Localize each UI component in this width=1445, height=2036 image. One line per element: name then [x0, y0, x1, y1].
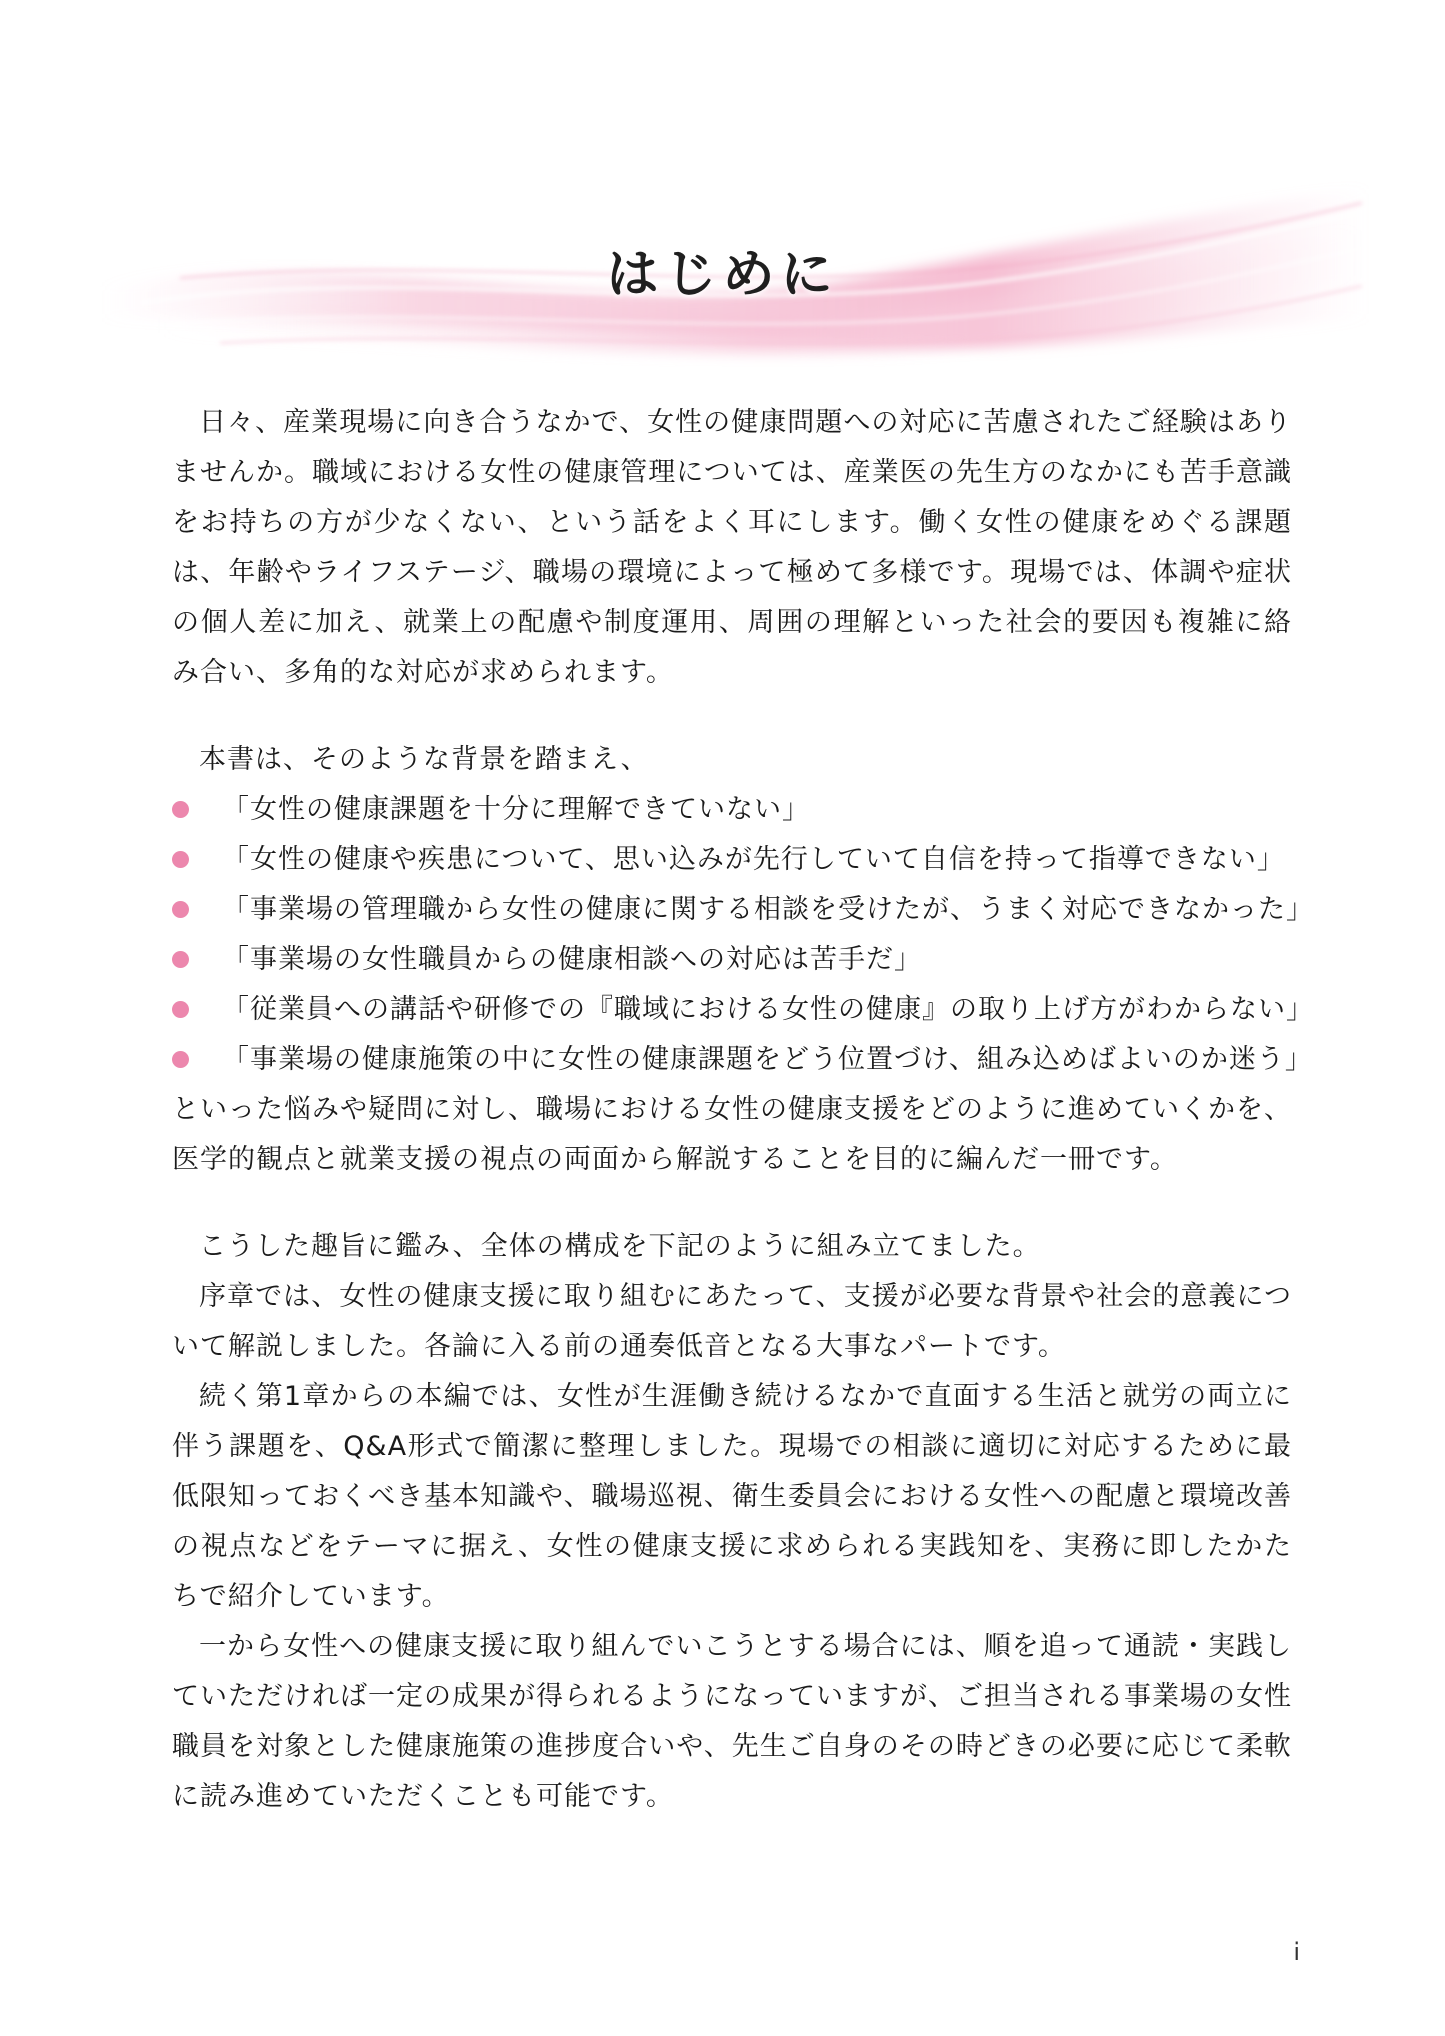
paragraph-purpose-outro: といった悩みや疑問に対し、職場における女性の健康支援をどのように進めていくかを、医学的観点と就業支援の視点の両面から解説することを目的に編んだ一冊です。	[172, 1094, 1292, 1175]
paragraph-main-chapters: 続く第1章からの本編では、女性が生涯働き続けるなかで直面する生活と就労の両立に伴う課題を、Q&A形式で簡潔に整理しました。現場での相談に適切に対応するために最低限知っておくべき基本知識や、職場巡視、衛生委員会における女性への配慮と環境改善の視点などをテーマに据え、女性の健康支援に求められる実践知を、実務に即したかたちで紹介しています。	[172, 1381, 1292, 1612]
list-item: 「事業場の健康施策の中に女性の健康課題をどう位置づけ、組み込めばよいのか迷う」	[172, 1035, 1292, 1085]
page-title: はじめに	[606, 245, 839, 305]
list-item: 「事業場の管理職から女性の健康に関する相談を受けたが、うまく対応できなかった」	[172, 885, 1292, 935]
bullet-icon	[172, 1051, 189, 1068]
list-item: 「従業員への講話や研修での『職域における女性の健康』の取り上げ方がわからない」	[172, 985, 1292, 1035]
list-item: 「事業場の女性職員からの健康相談への対応は苦手だ」	[172, 935, 1292, 985]
paragraph-gap	[172, 1185, 1292, 1222]
paragraph-gap	[172, 698, 1292, 735]
bullet-icon	[172, 851, 189, 868]
bullet-icon	[172, 901, 189, 918]
bullet-icon	[172, 951, 189, 968]
concern-list	[172, 785, 1314, 1085]
bullet-icon	[172, 801, 189, 818]
paragraph-usage: 一から女性への健康支援に取り組んでいこうとする場合には、順を追って通読・実践していただければ一定の成果が得られるようになっていますが、ご担当される事業場の女性職員を対象とした健康施策の進捗度合いや、先生ご自身のその時どきの必要に応じて柔軟に読み進めていただくことも可能です。	[172, 1631, 1292, 1812]
paragraph-intro: 日々、産業現場に向き合うなかで、女性の健康問題への対応に苦慮されたご経験はありませんか。職域における女性の健康管理については、産業医の先生方のなかにも苦手意識をお持ちの方が少なくない、という話をよく耳にします。働く女性の健康をめぐる課題は、年齢やライフステージ、職場の環境によって極めて多様です。現場では、体調や症状の個人差に加え、就業上の配慮や制度運用、周囲の理解といった社会的要因も複雑に絡み合い、多角的な対応が求められます。	[172, 407, 1292, 688]
list-item: 「女性の健康課題を十分に理解できていない」	[172, 785, 1292, 835]
paragraph-prologue: 序章では、女性の健康支援に取り組むにあたって、支援が必要な背景や社会的意義について解説しました。各論に入る前の通奏低音となる大事なパートです。	[172, 1281, 1292, 1362]
bullet-icon	[172, 1001, 189, 1018]
paragraph-purpose-intro: 本書は、そのような背景を踏まえ、	[199, 744, 649, 775]
page-number: i	[1293, 1938, 1300, 1966]
body-text	[172, 398, 1314, 1822]
paragraph-structure: こうした趣旨に鑑み、全体の構成を下記のように組み立てました。	[199, 1231, 1041, 1262]
list-item: 「女性の健康や疾患について、思い込みが先行していて自信を持って指導できない」	[172, 835, 1292, 885]
